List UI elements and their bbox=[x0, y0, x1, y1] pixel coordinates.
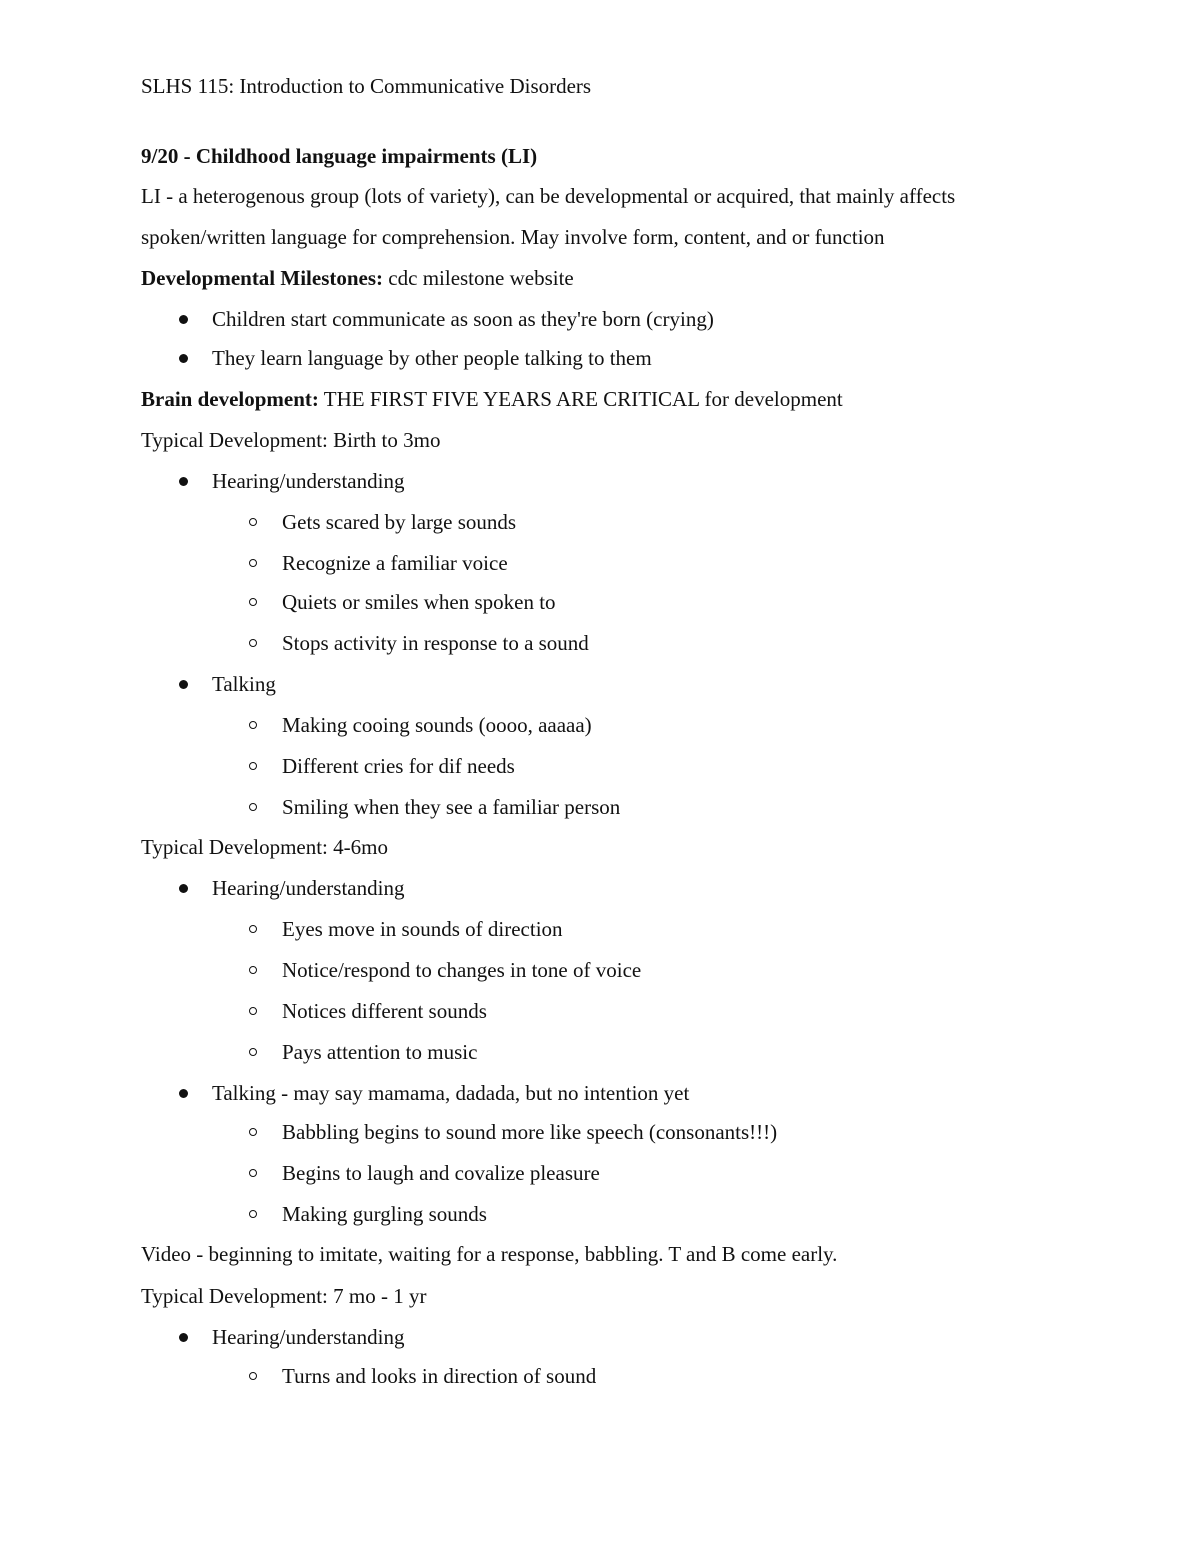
list-item: Recognize a familiar voice bbox=[282, 551, 508, 575]
brain-text: THE FIRST FIVE YEARS ARE CRITICAL for development bbox=[318, 387, 843, 411]
circle-bullet-icon bbox=[249, 803, 257, 811]
bullet-icon bbox=[179, 354, 188, 363]
brain-paragraph bbox=[141, 389, 843, 410]
list-item: Making gurgling sounds bbox=[282, 1202, 487, 1226]
brain-label: Brain development: bbox=[141, 387, 319, 411]
list-item: Talking - may say mamama, dadada, but no intention yet bbox=[212, 1081, 690, 1105]
bullet-icon bbox=[179, 477, 188, 486]
circle-bullet-icon bbox=[249, 1372, 257, 1380]
circle-bullet-icon bbox=[249, 639, 257, 647]
circle-bullet-icon bbox=[249, 925, 257, 933]
list-item: Different cries for dif needs bbox=[282, 754, 515, 778]
list-item: Pays attention to music bbox=[282, 1040, 478, 1064]
list-item: Eyes move in sounds of direction bbox=[282, 917, 563, 941]
section-title-birth-3mo: Typical Development: Birth to 3mo bbox=[141, 428, 441, 452]
bullet-icon bbox=[179, 680, 188, 689]
course-title: SLHS 115: Introduction to Communicative Disorders bbox=[141, 74, 592, 98]
list-item: They learn language by other people talking to them bbox=[212, 346, 652, 370]
list-item: Smiling when they see a familiar person bbox=[282, 795, 621, 819]
bullet-icon bbox=[179, 315, 188, 324]
list-item: Notices different sounds bbox=[282, 999, 487, 1023]
li-definition-line-2: spoken/written language for comprehension. May involve form, content, and or function bbox=[141, 225, 885, 249]
list-item: Turns and looks in direction of sound bbox=[282, 1364, 597, 1388]
list-item: Children start communicate as soon as they're born (crying) bbox=[212, 307, 714, 331]
circle-bullet-icon bbox=[249, 1169, 257, 1177]
circle-bullet-icon bbox=[249, 559, 257, 567]
milestones-paragraph bbox=[141, 268, 574, 289]
list-item: Hearing/understanding bbox=[212, 469, 405, 493]
list-item: Notice/respond to changes in tone of voice bbox=[282, 958, 642, 982]
bullet-icon bbox=[179, 1089, 188, 1098]
circle-bullet-icon bbox=[249, 762, 257, 770]
section-title-7mo-1yr: Typical Development: 7 mo - 1 yr bbox=[141, 1284, 427, 1308]
bullet-icon bbox=[179, 1333, 188, 1342]
lecture-heading: 9/20 - Childhood language impairments (LI) bbox=[141, 144, 538, 168]
li-definition-line-1: LI - a heterogenous group (lots of variety), can be developmental or acquired, that mainly affects bbox=[141, 184, 956, 208]
list-item: Making cooing sounds (oooo, aaaaa) bbox=[282, 713, 592, 737]
circle-bullet-icon bbox=[249, 1210, 257, 1218]
list-item: Hearing/understanding bbox=[212, 1325, 405, 1349]
section-title-4-6mo: Typical Development: 4-6mo bbox=[141, 835, 388, 859]
list-item: Talking bbox=[212, 672, 276, 696]
milestones-text: cdc milestone website bbox=[383, 266, 574, 290]
list-item: Begins to laugh and covalize pleasure bbox=[282, 1161, 600, 1185]
circle-bullet-icon bbox=[249, 721, 257, 729]
circle-bullet-icon bbox=[249, 518, 257, 526]
video-note: Video - beginning to imitate, waiting for a response, babbling. T and B come early. bbox=[141, 1242, 838, 1266]
circle-bullet-icon bbox=[249, 966, 257, 974]
list-item: Hearing/understanding bbox=[212, 876, 405, 900]
circle-bullet-icon bbox=[249, 1048, 257, 1056]
bullet-icon bbox=[179, 884, 188, 893]
circle-bullet-icon bbox=[249, 598, 257, 606]
circle-bullet-icon bbox=[249, 1128, 257, 1136]
list-item: Babbling begins to sound more like speech (consonants!!!) bbox=[282, 1120, 778, 1144]
list-item: Quiets or smiles when spoken to bbox=[282, 590, 556, 614]
list-item: Gets scared by large sounds bbox=[282, 510, 517, 534]
circle-bullet-icon bbox=[249, 1007, 257, 1015]
milestones-label: Developmental Milestones: bbox=[141, 266, 384, 290]
list-item: Stops activity in response to a sound bbox=[282, 631, 589, 655]
